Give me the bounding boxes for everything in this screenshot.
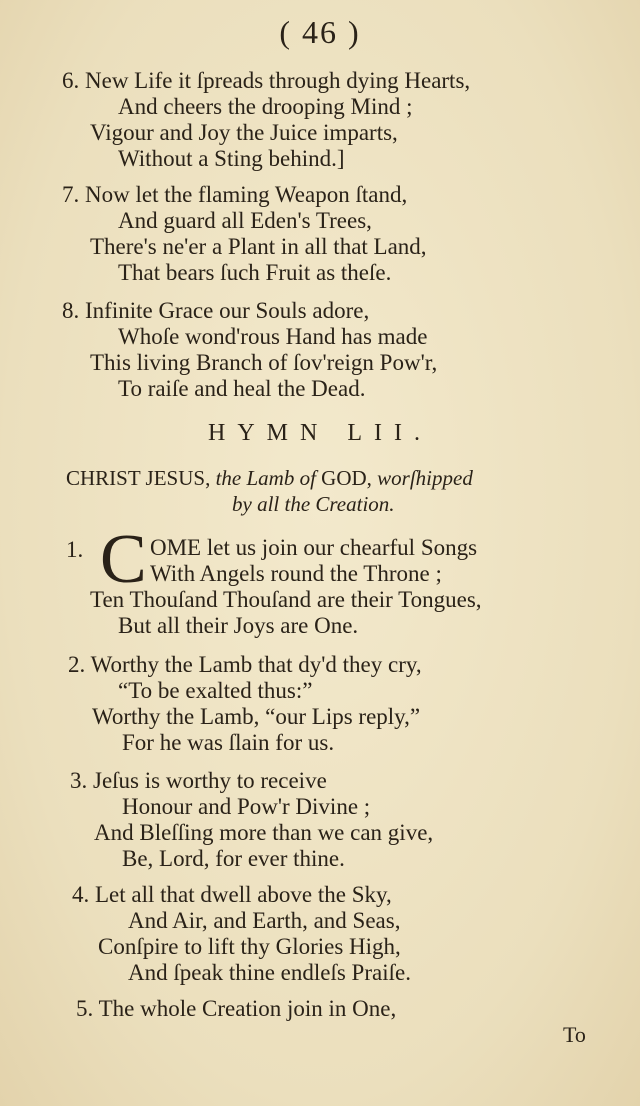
page-number: ( 46 ) [279,14,361,50]
hymn-title: HYMN LII. [208,420,432,446]
stanza-8-line-1: 8. Infinite Grace our Souls adore, [62,298,370,323]
stanza-3-line-4: Be, Lord, for ever thine. [122,846,345,871]
hymn-subtitle-line-1: CHRIST JESUS, the Lamb of GOD, worſhipped [66,466,473,490]
stanza-8-line-3: This living Branch of ſov'reign Pow'r, [90,350,438,375]
stanza-number: 5. [76,996,94,1021]
stanza-1-number: 1. [66,537,84,562]
stanza-7-line-3: There's ne'er a Plant in all that Land, [90,234,427,259]
stanza-2-line-1: 2. Worthy the Lamb that dy'd they cry, [68,652,422,677]
stanza-3-line-3: And Bleſſing more than we can give, [94,820,434,845]
stanza-number: 4. [72,882,90,907]
stanza-7-line-2: And guard all Eden's Trees, [118,208,372,233]
hymn-subtitle-line-2: by all the Creation. [232,492,395,516]
stanza-4-line-4: And ſpeak thine endleſs Praiſe. [128,960,411,985]
stanza-1-line-4: But all their Joys are One. [118,613,359,638]
stanza-6-line-3: Vigour and Joy the Juice imparts, [90,120,398,145]
stanza-1-line-3: Ten Thouſand Thouſand are their Tongues, [90,587,482,612]
stanza-7-line-4: That bears ſuch Fruit as theſe. [118,260,392,285]
stanza-number: 2. [68,652,86,677]
stanza-number: 8. [62,298,80,323]
stanza-number: 3. [70,768,88,793]
stanza-8-line-2: Whoſe wond'rous Hand has made [118,324,428,349]
stanza-3-line-2: Honour and Pow'r Divine ; [122,794,371,819]
stanza-6-line-2: And cheers the drooping Mind ; [118,94,413,119]
stanza-7-line-1: 7. Now let the flaming Weapon ſtand, [62,182,408,207]
stanza-6-line-4: Without a Sting behind.] [118,146,345,171]
stanza-5-line-1: 5. The whole Creation join in One, [76,996,397,1021]
stanza-4-line-3: Conſpire to lift thy Glories High, [98,934,401,959]
stanza-number: 6. [62,68,80,93]
stanza-3-line-1: 3. Jeſus is worthy to receive [70,768,327,793]
stanza-4-line-2: And Air, and Earth, and Seas, [128,908,401,933]
stanza-1-line-1: OME let us join our chearful Songs [150,535,478,560]
stanza-4-line-1: 4. Let all that dwell above the Sky, [72,882,392,907]
catchword: To [563,1022,586,1047]
stanza-2-line-2: “To be exalted thus:” [118,678,313,703]
stanza-8-line-4: To raiſe and heal the Dead. [118,376,366,401]
stanza-6-line-1: 6. New Life it ſpreads through dying Hearts, [62,68,471,93]
stanza-2-line-4: For he was ſlain for us. [122,730,335,755]
stanza-1-line-2: With Angels round the Throne ; [150,561,442,586]
stanza-number: 7. [62,182,80,207]
drop-capital: C [100,521,147,598]
stanza-2-line-3: Worthy the Lamb, “our Lips reply,” [92,704,421,729]
